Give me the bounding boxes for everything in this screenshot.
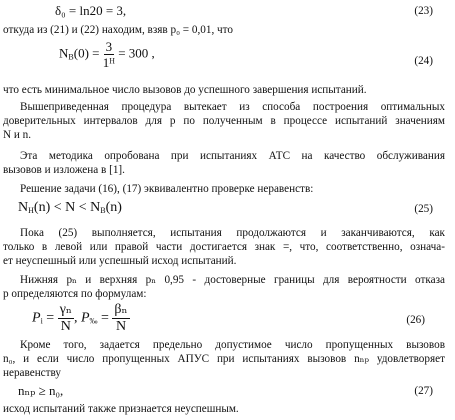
eq26-fraction-2	[112, 303, 129, 334]
equation-26-number: (26)	[406, 314, 425, 326]
paragraph-6-line-2: p определяются по формулам:	[3, 288, 147, 300]
paragraph-8-line-1: исход испытаний также признается неуспешным.	[3, 403, 239, 415]
eq26-p2: P	[80, 310, 90, 326]
eq26-numerator-1: γₙ	[59, 302, 72, 317]
eq24-tail: = 300 ,	[118, 45, 155, 61]
paragraph-4-line-1: Решение задачи (16), (17) эквивалентно проверке неравенств:	[20, 183, 314, 195]
equation-27-number: (27)	[414, 385, 433, 397]
paragraph-6-line-1: Нижняя pₙ и верхняя pₙ 0,95 - достоверные границы для вероятности отказа	[20, 274, 445, 286]
eq24-denominator: 1ᴴ	[102, 55, 115, 70]
eq26-denominator-1: N	[60, 319, 71, 334]
equation-25-number: (25)	[414, 203, 433, 215]
equation-23-number: (23)	[414, 5, 433, 17]
equation-25: $N_H(n) < N < N_B(n)$	[18, 200, 122, 215]
paragraph-1-line-1: что есть минимальное число вызовов до успешного завершения испытаний.	[3, 84, 367, 96]
paragraph-7-line-2: n₀, и если число пропущенных АПУС при испытаниях вызовов nₙₚ удовлетворяет	[3, 353, 445, 365]
eq26-p2-sub: ‰	[89, 316, 98, 326]
equation-23: δ₀ = ln20 = 3,	[55, 3, 127, 18]
eq24-numerator: 3	[105, 39, 113, 54]
paragraph-7-line-1: Кроме того, задается предельно допустимое число пропущенных вызовов	[20, 339, 445, 351]
text-line-ref: откуда из (21) и (22) находим, взяв p₀ = 0,01, что	[3, 24, 234, 36]
eq24-lhs-sub: B	[68, 52, 74, 62]
equation-24-number: (24)	[414, 55, 433, 67]
eq26-p1: P	[32, 310, 41, 326]
eq24-fraction	[103, 40, 115, 69]
paragraph-3-line-1: Эта методика опробована при испытаниях АТС на качество обслуживания	[20, 150, 445, 162]
paragraph-2-line-3: N и n.	[3, 129, 32, 141]
eq26-denominator-2: N	[115, 319, 127, 334]
eq24-lhs: N	[59, 45, 69, 61]
equation-27: nₙₚ ≥ n₀,	[18, 383, 64, 398]
paragraph-7-line-3: неравенству	[3, 367, 62, 379]
paragraph-2-line-1: Вышеприведенная процедура вытекает из способа построения оптимальных	[20, 101, 445, 113]
paragraph-5-line-1: Пока (25) выполняется, испытания продолжаются и заканчиваются, как	[20, 227, 445, 239]
paragraph-2-line-2: доверительных интервалов для p по полученным в процессе испытаний значениям	[3, 115, 445, 127]
eq26-fraction-1	[58, 303, 74, 334]
paragraph-5-line-3: ет неуспешный или успешный исход испытаний.	[3, 255, 237, 267]
eq24-lhs-arg: (0) =	[73, 45, 100, 61]
equation-24	[59, 40, 155, 69]
eq26-p1-sub: i	[40, 316, 43, 326]
eq26-numerator-2: βₙ	[114, 302, 128, 317]
equation-26: $P_i$ = $\frac{\text{γₙ}}{N}$ , $P_‰$ = $\frac{\text{βₙ}}{N}$	[32, 302, 128, 334]
paragraph-5-line-2: только в левой или правой части достигается знак =, что, соответственно, означа-	[3, 241, 445, 253]
paragraph-3-line-2: вызовов и изложена в [1].	[3, 164, 125, 176]
